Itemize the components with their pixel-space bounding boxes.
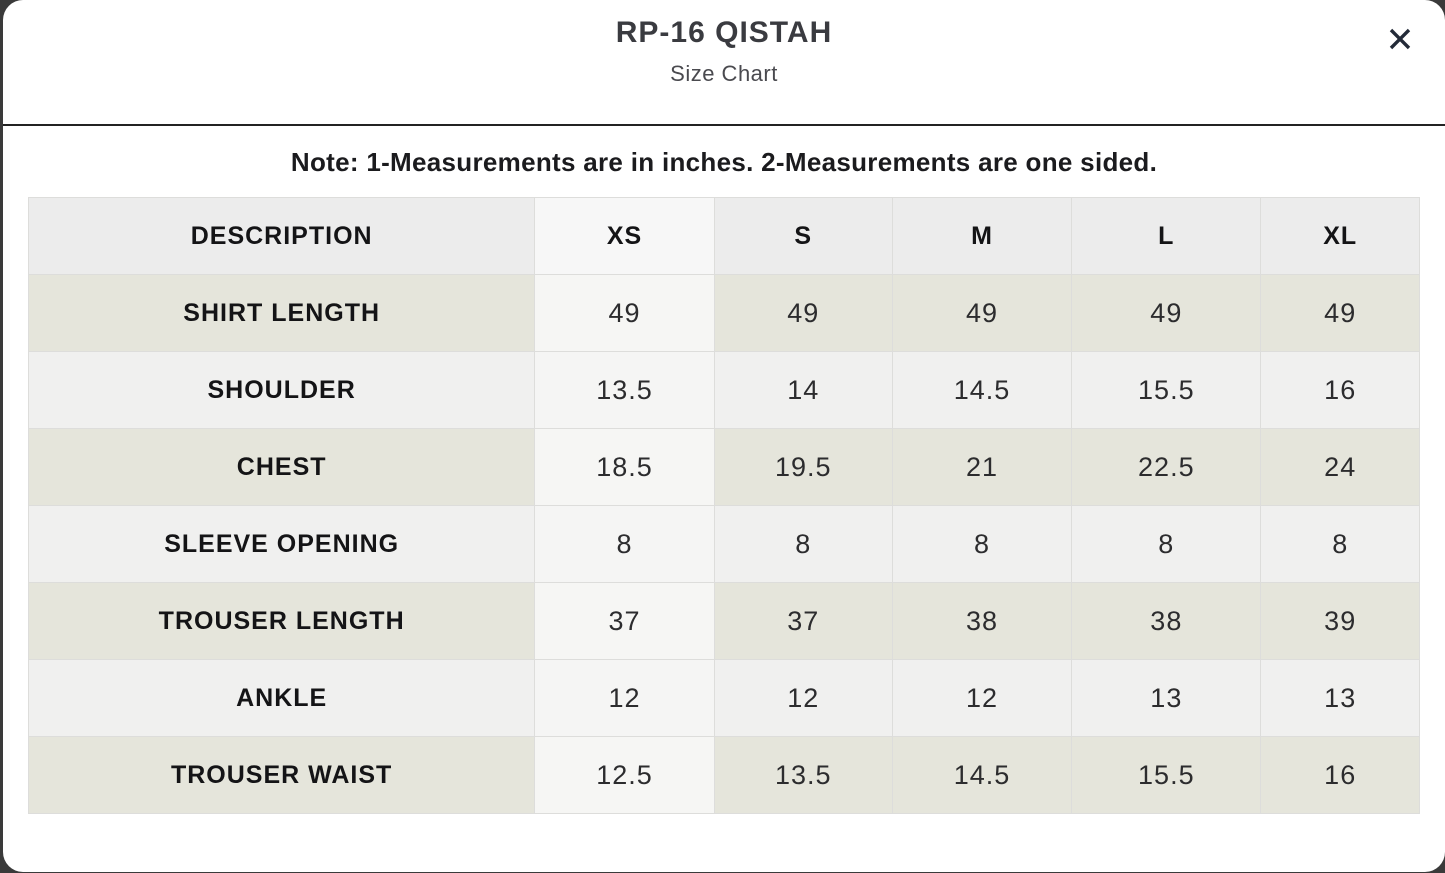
cell-s: 13.5 [714, 737, 892, 814]
column-header-s: S [714, 198, 892, 275]
close-icon [1385, 24, 1415, 54]
column-header-xs: XS [535, 198, 714, 275]
cell-xs: 18.5 [535, 429, 714, 506]
row-label: SHIRT LENGTH [29, 275, 535, 352]
cell-l: 49 [1072, 275, 1261, 352]
row-label: ANKLE [29, 660, 535, 737]
cell-l: 22.5 [1072, 429, 1261, 506]
column-header-m: M [892, 198, 1071, 275]
cell-s: 8 [714, 506, 892, 583]
size-chart-table-container [28, 197, 1420, 814]
row-label: TROUSER LENGTH [29, 583, 535, 660]
cell-s: 12 [714, 660, 892, 737]
cell-xl: 16 [1261, 737, 1420, 814]
column-header-description: DESCRIPTION [29, 198, 535, 275]
cell-l: 38 [1072, 583, 1261, 660]
cell-s: 37 [714, 583, 892, 660]
page-title: RP-16 QISTAH [615, 16, 833, 49]
size-chart-modal [3, 0, 1445, 872]
column-header-xl: XL [1261, 198, 1420, 275]
cell-m: 14.5 [892, 352, 1071, 429]
size-chart-table [28, 197, 1420, 814]
table-header-row [29, 198, 1420, 275]
cell-xs: 8 [535, 506, 714, 583]
table-row [29, 583, 1420, 660]
cell-m: 14.5 [892, 737, 1071, 814]
cell-l: 15.5 [1072, 352, 1261, 429]
cell-l: 15.5 [1072, 737, 1261, 814]
table-row [29, 737, 1420, 814]
cell-l: 13 [1072, 660, 1261, 737]
cell-m: 49 [892, 275, 1071, 352]
table-row [29, 660, 1420, 737]
cell-s: 49 [714, 275, 892, 352]
row-label: SLEEVE OPENING [29, 506, 535, 583]
table-row [29, 275, 1420, 352]
cell-xl: 49 [1261, 275, 1420, 352]
table-row [29, 429, 1420, 506]
table-row [29, 506, 1420, 583]
cell-xl: 8 [1261, 506, 1420, 583]
column-header-l: L [1072, 198, 1261, 275]
cell-xs: 37 [535, 583, 714, 660]
cell-xs: 12 [535, 660, 714, 737]
cell-m: 12 [892, 660, 1071, 737]
measurement-note: Note: 1-Measurements are in inches. 2-Measurements are one sided. [290, 147, 1158, 177]
cell-s: 19.5 [714, 429, 892, 506]
cell-xs: 13.5 [535, 352, 714, 429]
cell-m: 8 [892, 506, 1071, 583]
cell-l: 8 [1072, 506, 1261, 583]
row-label: TROUSER WAIST [29, 737, 535, 814]
cell-m: 38 [892, 583, 1071, 660]
row-label: SHOULDER [29, 352, 535, 429]
cell-xl: 24 [1261, 429, 1420, 506]
modal-header [3, 0, 1445, 126]
table-row [29, 352, 1420, 429]
row-label: CHEST [29, 429, 535, 506]
cell-xl: 16 [1261, 352, 1420, 429]
cell-xl: 13 [1261, 660, 1420, 737]
cell-m: 21 [892, 429, 1071, 506]
cell-s: 14 [714, 352, 892, 429]
cell-xs: 49 [535, 275, 714, 352]
close-button[interactable] [1379, 18, 1421, 60]
cell-xs: 12.5 [535, 737, 714, 814]
cell-xl: 39 [1261, 583, 1420, 660]
modal-subtitle: Size Chart [670, 61, 778, 86]
